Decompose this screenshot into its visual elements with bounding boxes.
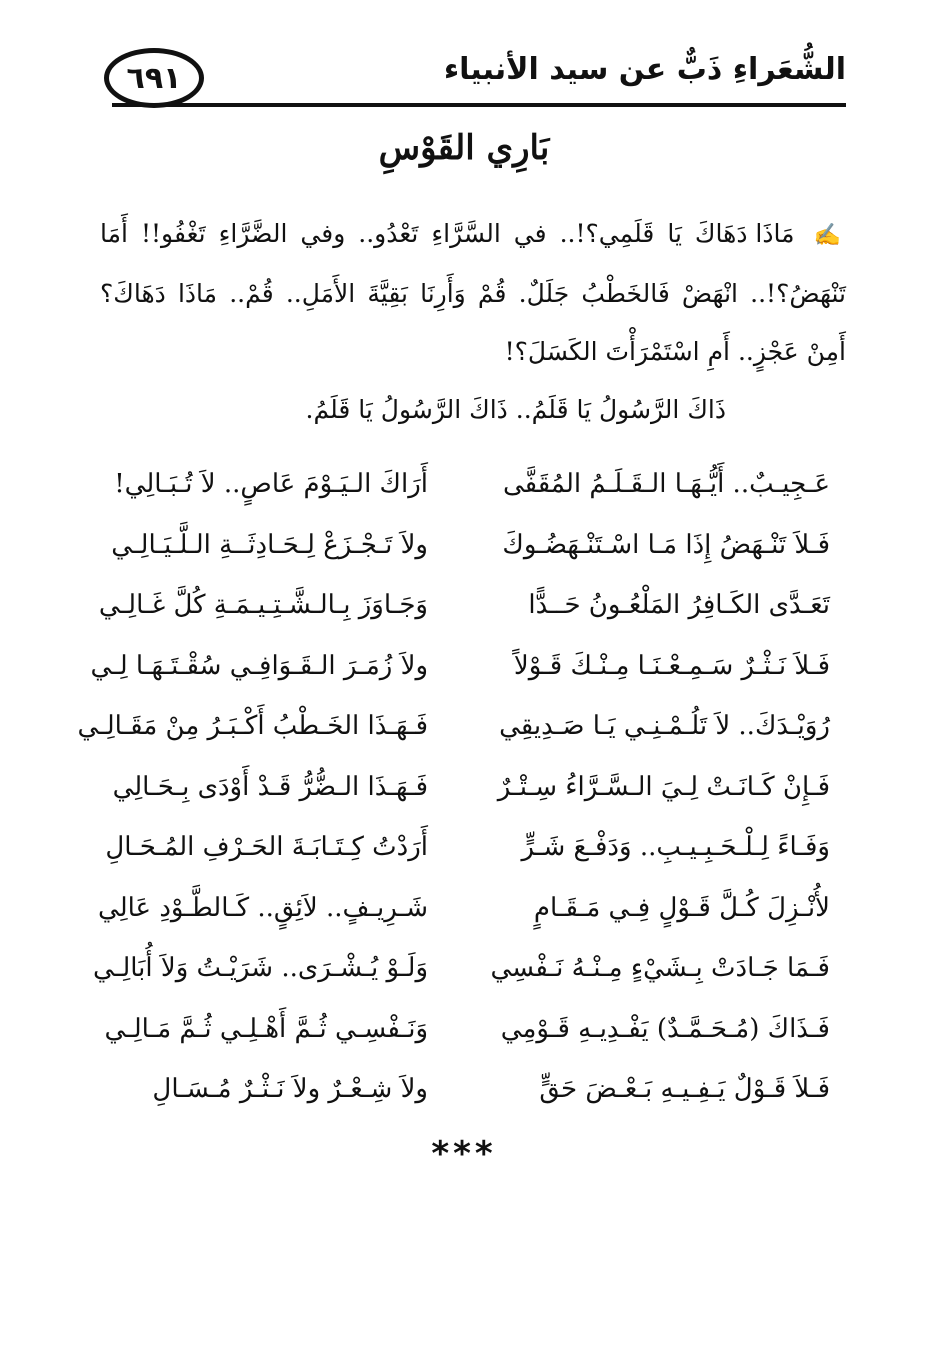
verse-line — [98, 817, 830, 878]
poem-verses — [77, 454, 830, 1120]
verse-first-hemistich: فَـمَا جَـادَتْ بِـشَيْءٍ مِـنْـهُ نَـفْسِي — [490, 953, 830, 984]
verse-second-hemistich: أَرَدْتُ كِـتَـابَـةَ الحَـرْفِ المُـحَـالِ — [105, 832, 428, 863]
verse-line — [90, 636, 830, 697]
verse-first-hemistich: فَـلاَ تَنْـهَضُ إِذَا مَـا اسْـتَنْـهَضُـوكَ — [502, 529, 830, 560]
verse-line — [98, 575, 830, 636]
intro-refrain: ذَاكَ الرَّسُولُ يَا قَلَمُ.. ذَاكَ الرَّسُولُ يَا قَلَمُ. — [305, 395, 726, 424]
verse-line — [93, 938, 830, 999]
verse-first-hemistich: لأُنْـزِلَ كُـلَّ قَـوْلٍ فِـي مَـقَـامٍ — [533, 892, 830, 923]
verse-first-hemistich: وَفَـاءً لِـلْـحَـبِـيـبِ.. وَدَفْـعَ شَـرٍّ — [521, 832, 830, 863]
verse-first-hemistich: تَعَـدَّى الكَـافِرُ المَلْعُـونُ حَــدًّا — [528, 590, 830, 621]
verse-line — [98, 878, 830, 939]
poem-title: بَارِي القَوْسِ — [378, 128, 550, 168]
verse-line — [98, 1059, 830, 1120]
verse-second-hemistich: ولاَ تَـجْـزَعْ لِـحَـادِثَــةِ الـلَّـيَـالِـي — [111, 529, 428, 560]
verse-line — [98, 999, 830, 1060]
verse-second-hemistich: وَجَـاوَزَ بِـالـشَّـتِـيـمَـةِ كُلَّ غَـالِـي — [98, 590, 428, 621]
intro-paragraph — [100, 205, 846, 439]
verse-first-hemistich: عَـجِيـبٌ.. أَيُّـهَـا الـقَـلَـمُ المُقَفَّى — [502, 469, 830, 500]
header-rule — [112, 103, 846, 107]
verse-first-hemistich: فَـلاَ قَـوْلٌ يَـفِـيـهِ بَـعْـضَ حَقٍّ — [539, 1074, 830, 1105]
verse-line — [98, 454, 830, 515]
verse-first-hemistich: فَـإِنْ كَـانَـتْ لِـيَ الـسَّـرَّاءُ سِـتْـرٌ — [497, 771, 830, 802]
verse-second-hemistich: فَـهَـذَا الـضُّرُّ قَـدْ أَوْدَى بِـحَـالِي — [112, 771, 428, 802]
section-separator: *** — [431, 1134, 497, 1174]
page-number-badge: ٦٩١ — [104, 48, 204, 108]
verse-second-hemistich: ولاَ زُمَـرَ الـقَـوَافِـي سُقْـتَـهَـا لِـي — [90, 650, 428, 681]
verse-second-hemistich: فَـهَـذَا الخَـطْبُ أَكْـبَـرُ مِنْ مَقَـالِـي — [77, 711, 428, 742]
verse-second-hemistich: وَلَـوْ يُـشْـرَى.. شَرَيْـتُ وَلاَ أُبَالِـي — [93, 953, 428, 984]
verse-line — [77, 696, 830, 757]
verse-line — [98, 515, 830, 576]
pen-icon: ✍ — [813, 223, 846, 248]
verse-first-hemistich: فَـذَاكَ (مُـحَـمَّـدٌ) يَفْـدِيـهِ قَـوْمِي — [500, 1013, 830, 1044]
verse-second-hemistich: شَـرِيـفٍ.. لاَئِقٍ.. كَـالطَّـوْدِ عَالِي — [98, 892, 428, 923]
intro-text: مَاذَا دَهَاكَ يَا قَلَمِي؟!.. في السَّرَّاءِ تَعْدُو.. وفي الضَّرَّاءِ تَغْفُو!! أَمَا تَنْهَضُ؟!.. انْهَضْ فَالخَطْبُ جَلَلٌ. قُمْ وَأَرِنَا بَقِيَّةَ الأَمَلِ.. قُمْ.. مَاذَا دَهَاكَ؟ أَمِنْ عَجْزٍ.. أَمِ اسْتَمْرَأْتَ الكَسَلَ؟! — [100, 219, 846, 366]
running-header-title: الشُّعَراءِ ذَبٌّ عن سيد الأنبياء — [443, 52, 846, 87]
verse-first-hemistich: رُوَيْـدَكَ.. لاَ تَلُـمْـنِـي يَـا صَـدِيقِي — [499, 711, 830, 742]
verse-line — [98, 757, 830, 818]
verse-second-hemistich: وَنَـفْسِـي ثُـمَّ أَهْـلِـي ثُـمَّ مَـالِـي — [104, 1013, 428, 1044]
verse-second-hemistich: أَرَاكَ الـيَـوْمَ عَاصٍ.. لاَ تُـبَـالِي! — [114, 469, 428, 500]
verse-first-hemistich: فَـلاَ نَـثْـرٌ سَـمِـعْـنَـا مِـنْـكَ قَـوْلاً — [513, 650, 830, 681]
verse-second-hemistich: ولاَ شِـعْـرٌ ولاَ نَـثْـرٌ مُـسَـالِ — [152, 1074, 428, 1105]
